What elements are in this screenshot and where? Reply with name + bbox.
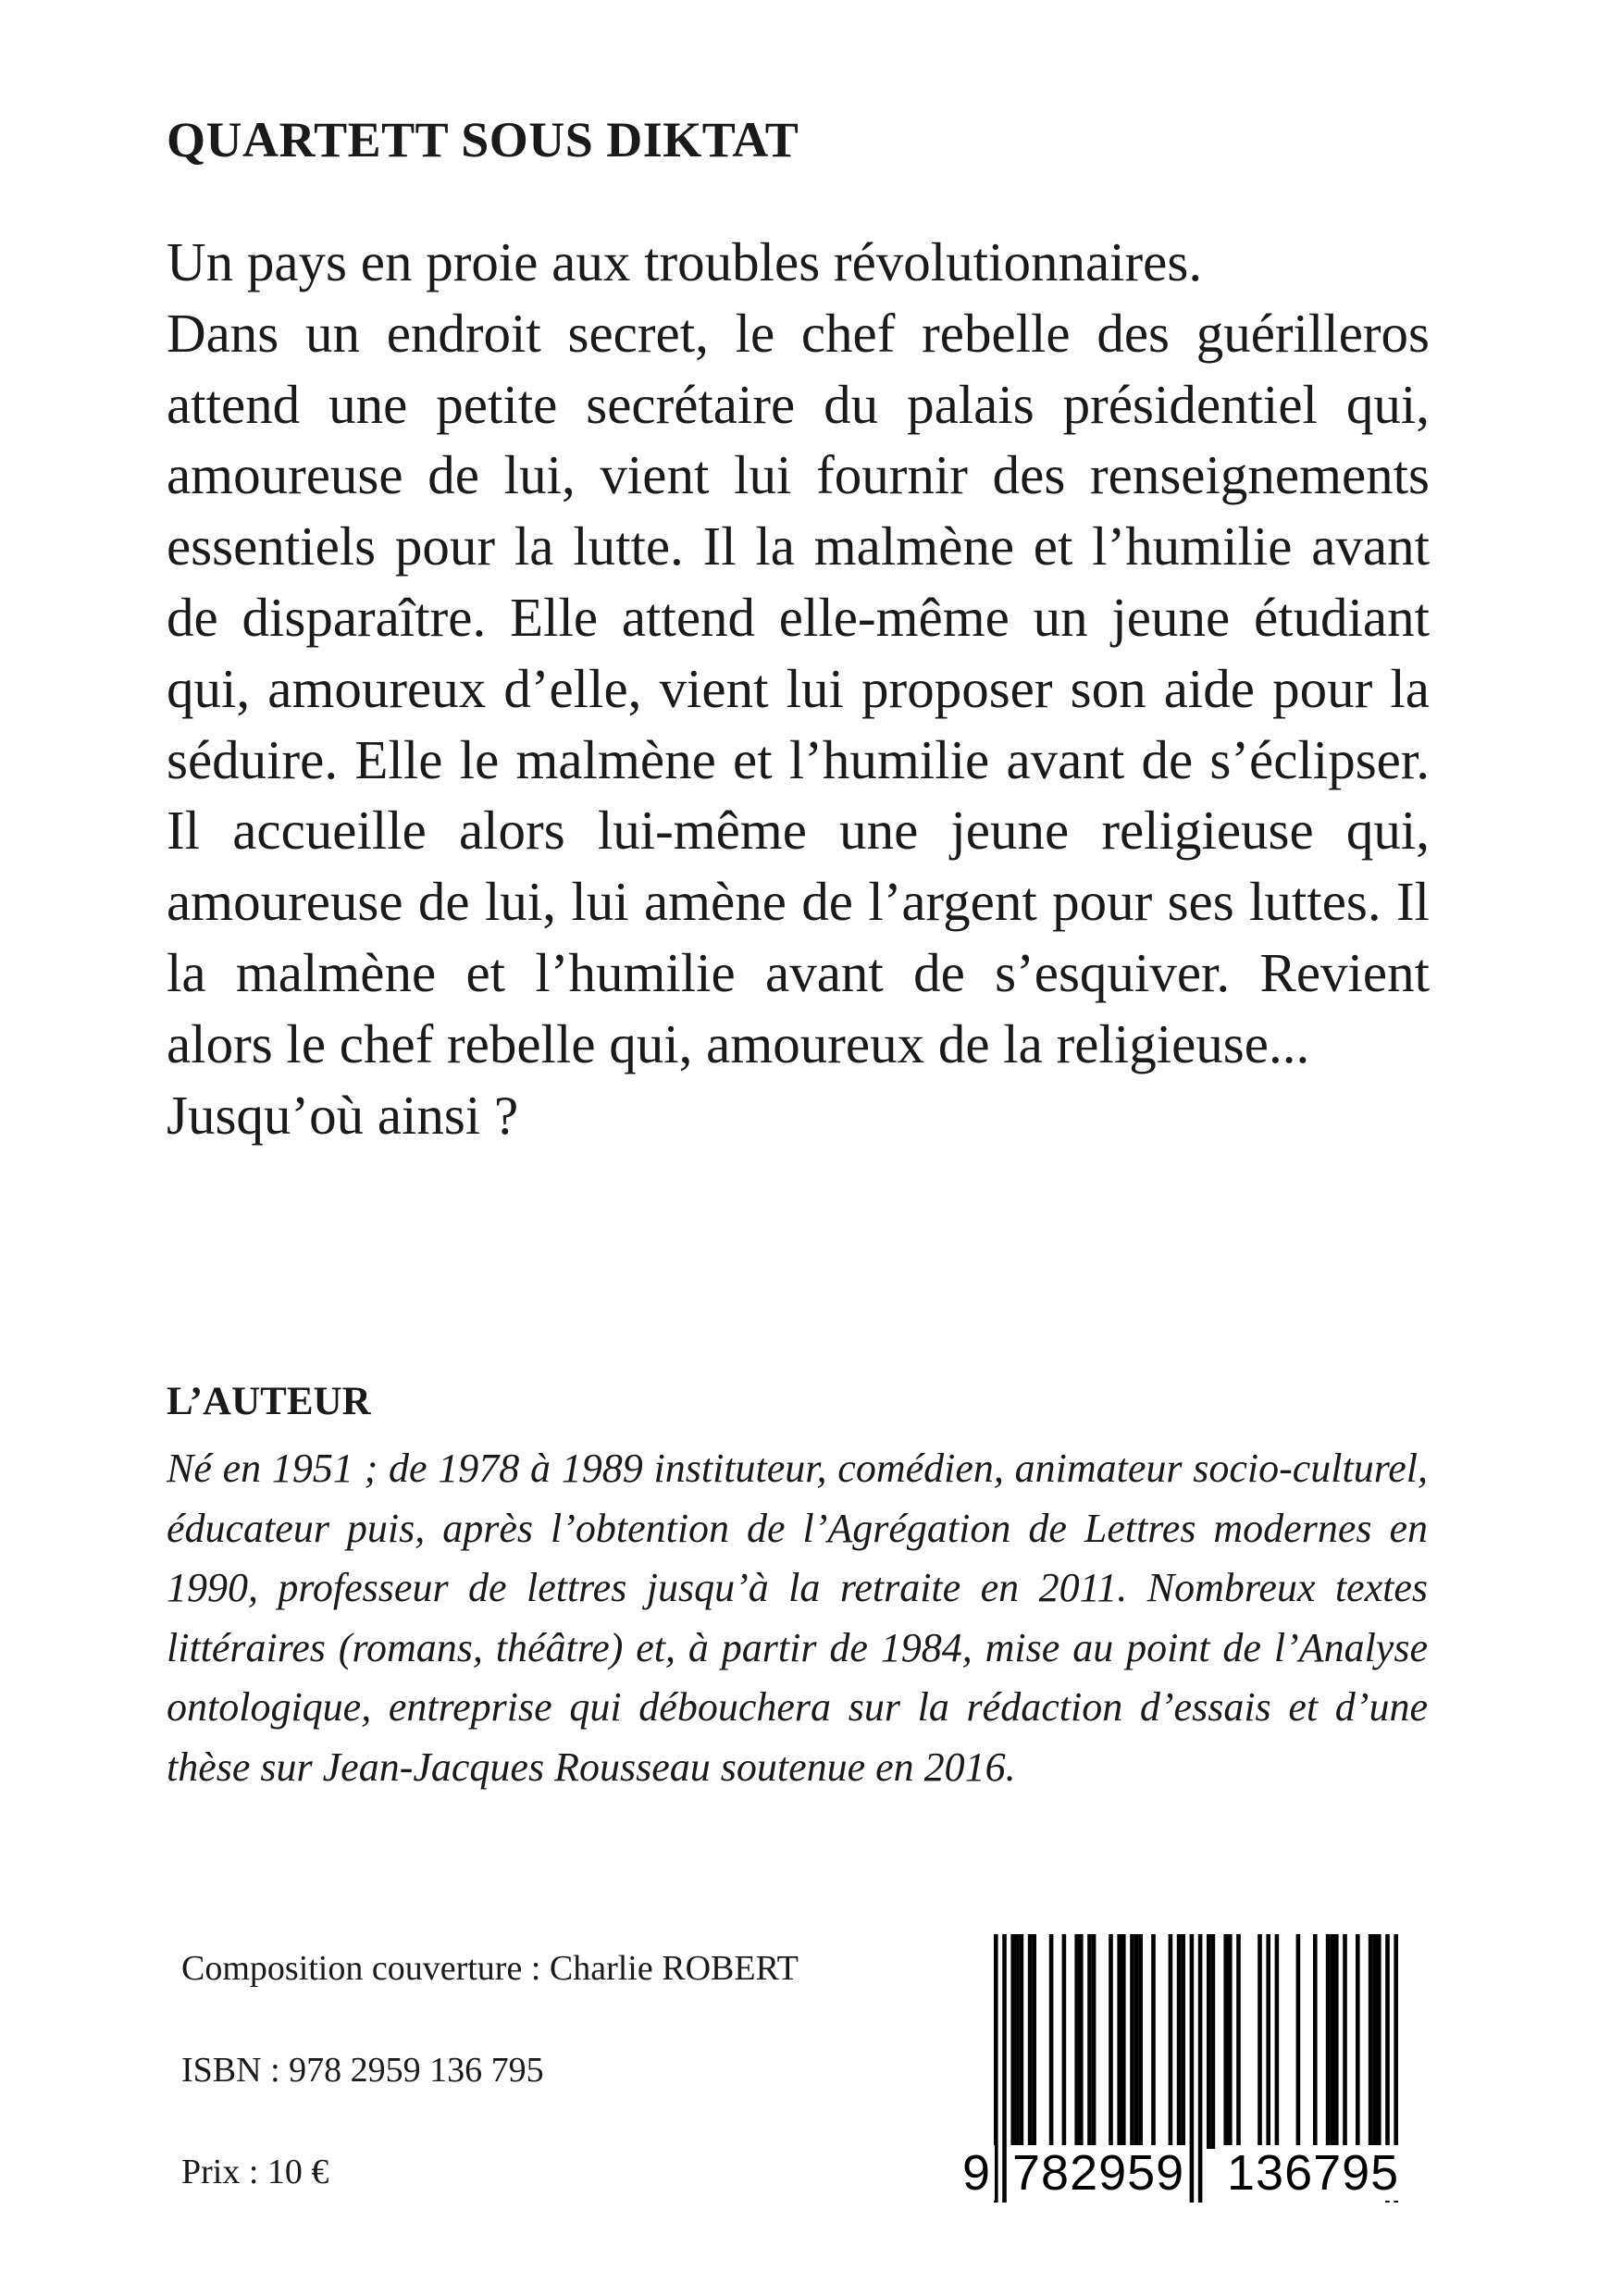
barcode-bar	[1121, 1934, 1126, 2149]
barcode-bar	[1177, 1934, 1182, 2149]
isbn-text: ISBN : 978 2959 136 795	[181, 2051, 544, 2090]
barcode-bar	[1010, 1934, 1015, 2149]
barcode-guard-bar	[1198, 1934, 1203, 2203]
barcode-bar	[1087, 1934, 1092, 2149]
barcode-bar	[1028, 1934, 1033, 2149]
barcode-bar	[1074, 1934, 1079, 2149]
cover-credit: Composition couverture : Charlie ROBERT	[181, 1949, 799, 1988]
barcode-bar	[1266, 1934, 1270, 2149]
barcode-bar	[1181, 1934, 1185, 2149]
barcode-bar	[1330, 1934, 1334, 2149]
barcode-bar	[1211, 1934, 1216, 2149]
barcode-bar	[1334, 1934, 1339, 2149]
barcode-bar	[1169, 1934, 1173, 2149]
barcode	[960, 1934, 1432, 2203]
barcode-bar	[1134, 1934, 1139, 2149]
barcode-bar	[1236, 1934, 1241, 2149]
barcode-bar	[1296, 1934, 1301, 2149]
barcode-bar	[1032, 1934, 1036, 2149]
barcode-digits-right: 136795	[1223, 2145, 1403, 2201]
barcode-bar	[1369, 1934, 1373, 2149]
synopsis	[167, 227, 1430, 1150]
synopsis-first-line: Un pays en proie aux troubles révolutionnaires.	[167, 231, 1203, 292]
barcode-bar	[1138, 1934, 1143, 2149]
barcode-bar	[1109, 1934, 1113, 2149]
barcode-bar	[1079, 1934, 1084, 2149]
barcode-bar	[1151, 1934, 1156, 2149]
barcode-bar	[1117, 1934, 1121, 2149]
synopsis-closing-line: Jusqu’où ainsi ?	[167, 1084, 519, 1146]
barcode-bar	[1326, 1934, 1331, 2149]
price-text: Prix : 10 €	[181, 2153, 329, 2191]
barcode-bar	[1092, 1934, 1096, 2149]
barcode-bar	[1223, 1934, 1228, 2149]
synopsis-body: Dans un endroit secret, le chef rebelle des guérilleros attend une petite secrétaire du palais présidentiel qui, amoureuse de lui, vient lui fournir des renseignements essentiels pour la lutte. Il la malmène et l’humilie avant de disparaître. Elle attend elle-même un jeune étudiant qui, amoureux d’elle, vient lui proposer son aide pour la séduire. Elle le malmène et l’humilie avant de s’éclipser. Il accueille alors lui-même une jeune religieuse qui, amoureuse de lui, lui amène de l’argent pour ses luttes. Il la malmène et l’humilie avant de s’esquiver. Revient alors le chef rebelle qui, amoureux de la religieuse...	[167, 302, 1430, 1074]
barcode-guard-bar	[1190, 1934, 1195, 2203]
barcode-bar	[1343, 1934, 1347, 2149]
barcode-bar	[1049, 1934, 1054, 2149]
barcode-bar	[1275, 1934, 1280, 2149]
barcode-bar	[1207, 1934, 1211, 2149]
author-bio: Né en 1951 ; de 1978 à 1989 instituteur, comédien, animateur socio-culturel, éducateur puis, après l’obtention de l’Agrégation de Lettres modernes en 1990, professeur de lettres jusqu’à la retraite en 2011. Nombreux textes littéraires (romans, théâtre) et, à partir de 1984, mise au point de l’Analyse ontologique, entreprise qui débouchera sur la rédaction d’essais et d’une thèse sur Jean-Jacques Rousseau soutenue en 2016.	[167, 1446, 1428, 1790]
barcode-bar	[1313, 1934, 1318, 2149]
barcode-bar	[1377, 1934, 1381, 2149]
barcode-bar	[1062, 1934, 1067, 2149]
barcode-bar	[1130, 1934, 1134, 2149]
barcode-digit-first: 9	[959, 2145, 995, 2201]
barcode-bar	[1372, 1934, 1377, 2149]
barcode-guard-bar	[1002, 1934, 1007, 2203]
barcode-bar	[1020, 1934, 1024, 2149]
barcode-bar	[1228, 1934, 1233, 2149]
barcode-bar	[1015, 1934, 1020, 2149]
barcode-digits-left: 782959	[1009, 2145, 1188, 2201]
author-heading: L’AUTEUR	[167, 1380, 371, 1423]
barcode-bar	[1258, 1934, 1262, 2149]
book-title: QUARTETT SOUS DIKTAT	[167, 112, 799, 168]
barcode-bar	[1356, 1934, 1360, 2149]
